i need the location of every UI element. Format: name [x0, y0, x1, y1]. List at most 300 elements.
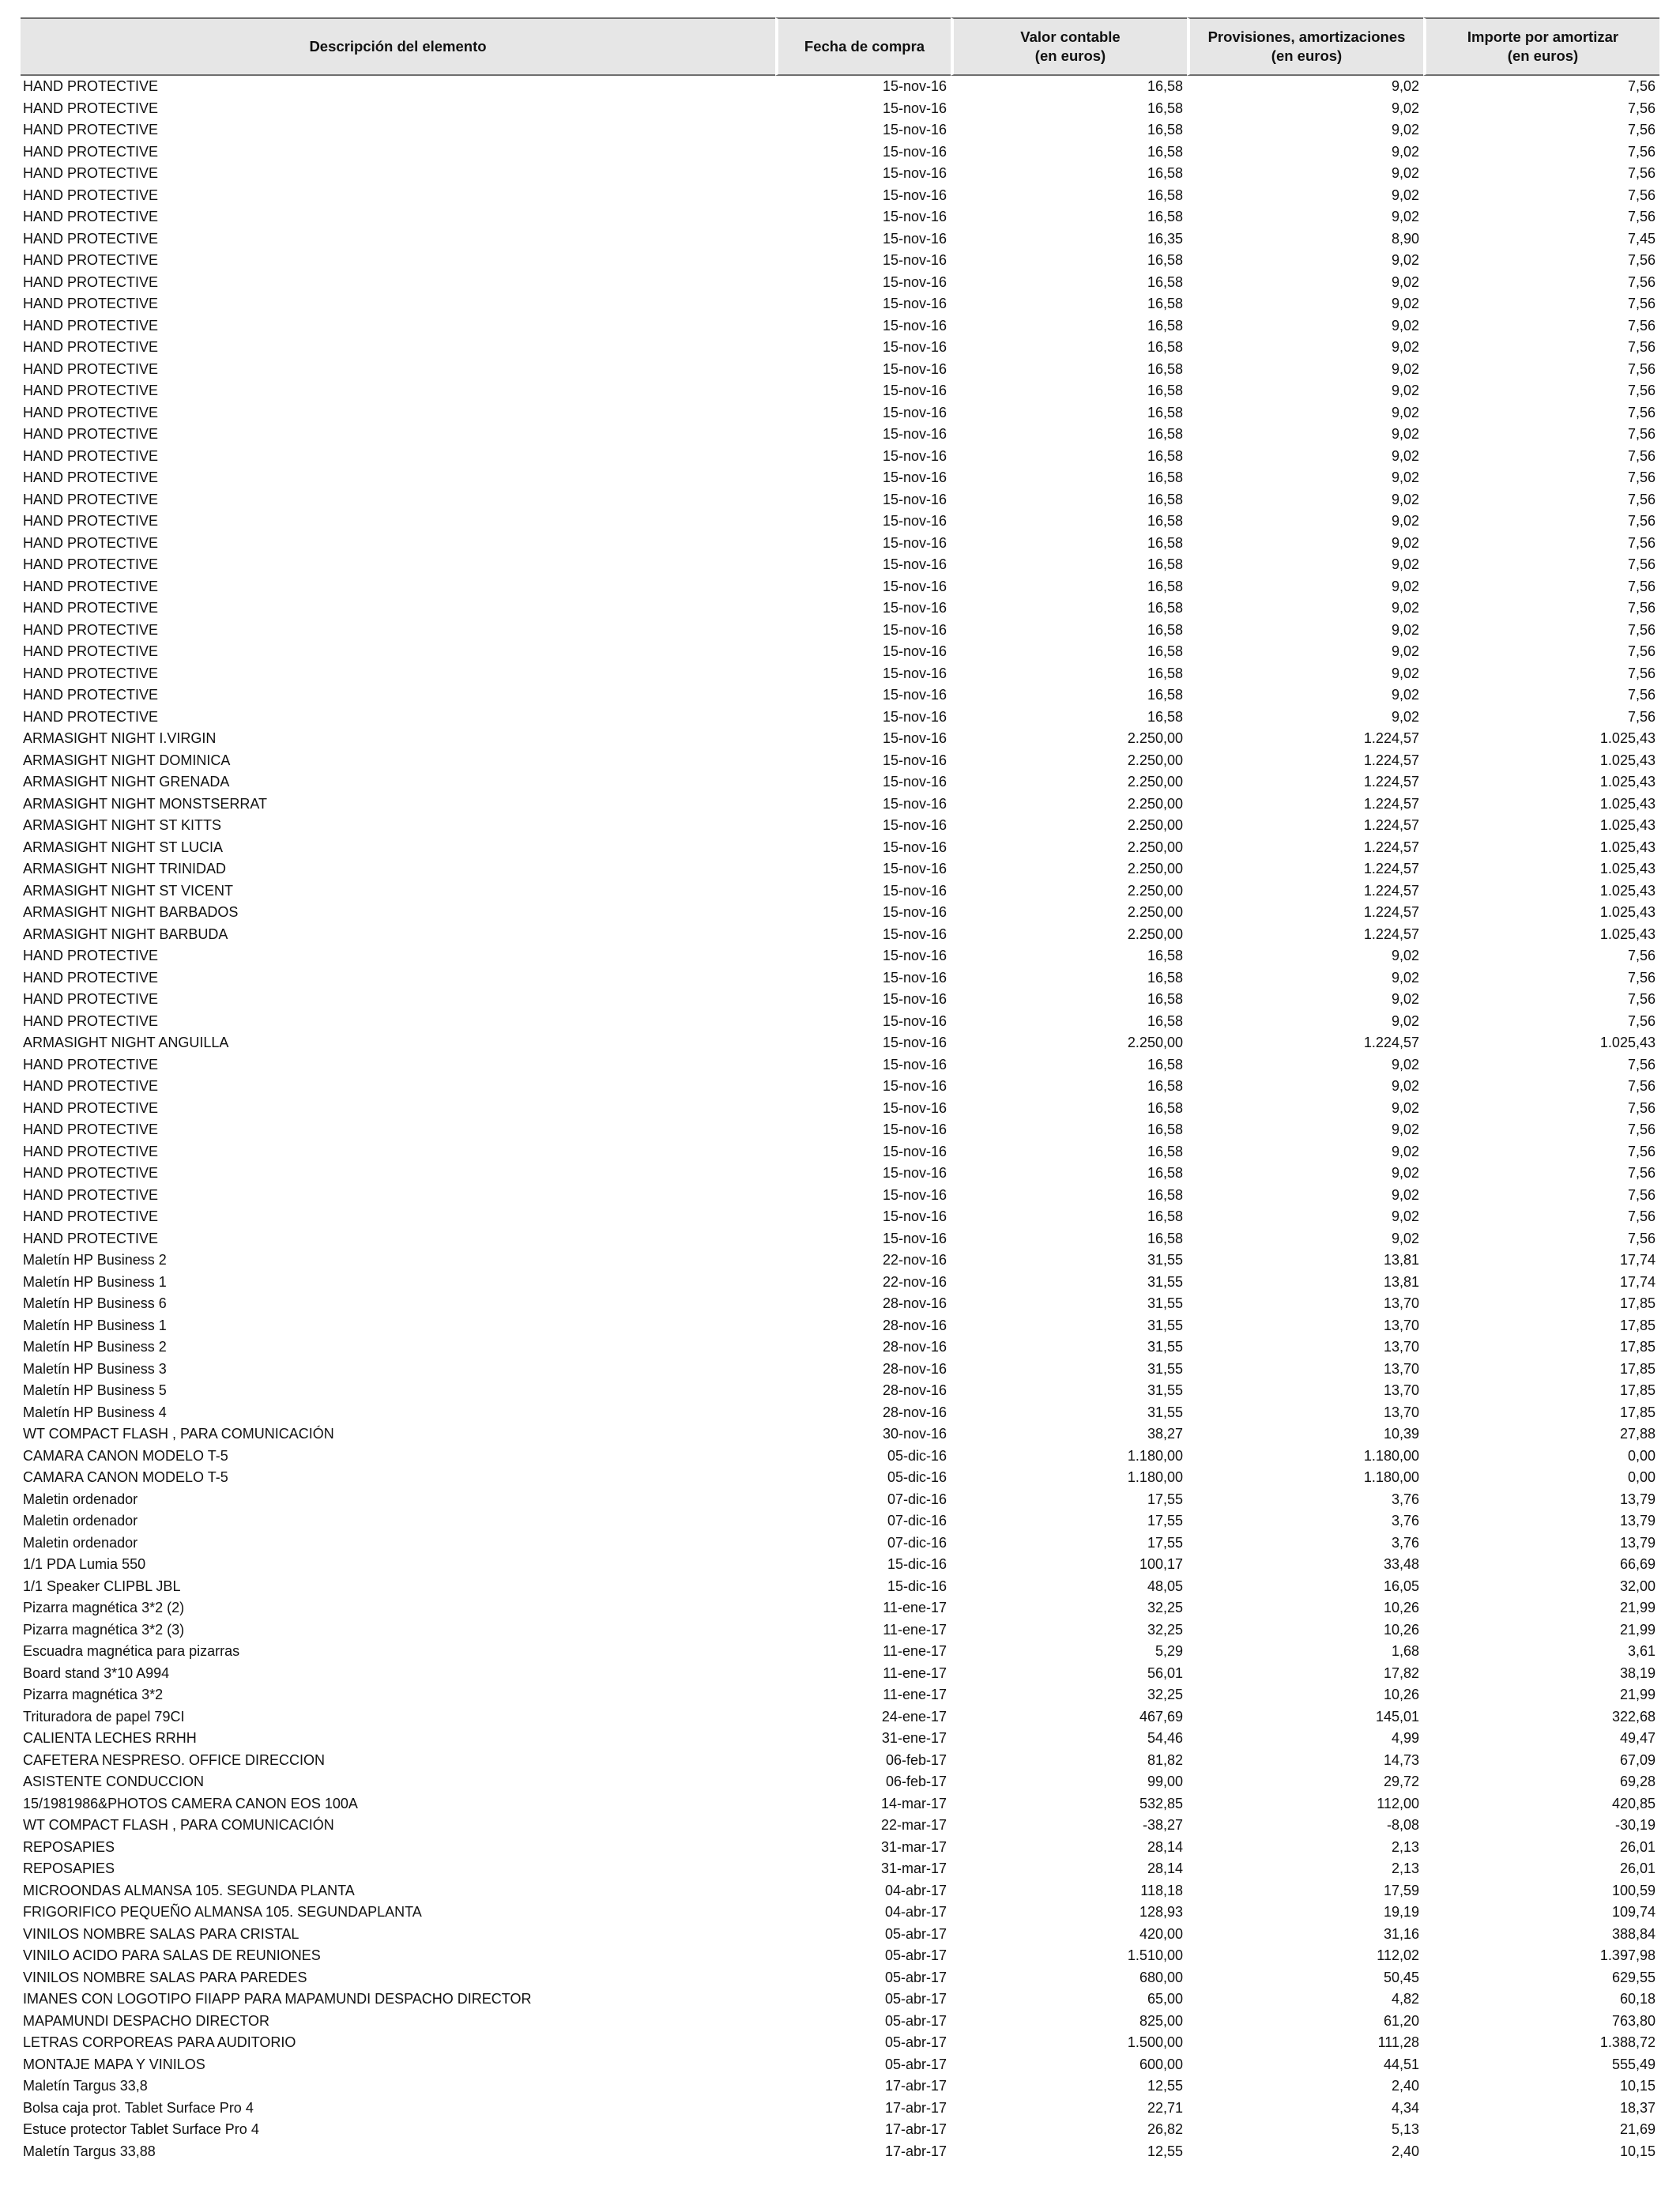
- table-row: [21, 858, 1659, 880]
- cell-book-value: 31,55: [1147, 1273, 1183, 1290]
- cell-description: HAND PROTECTIVE: [23, 578, 159, 594]
- cell-pending-amount: 7,56: [1627, 991, 1656, 1007]
- table-row: [21, 1206, 1659, 1228]
- table-row: [21, 533, 1659, 555]
- header-value-unit: (en euros): [1034, 47, 1106, 64]
- table-body: [21, 76, 1659, 2162]
- cell-provisions: 10,26: [1383, 1621, 1419, 1638]
- cell-provisions: 9,02: [1391, 991, 1419, 1007]
- table-row: [21, 1510, 1659, 1532]
- cell-pending-amount: 32,00: [1619, 1578, 1656, 1594]
- cell-purchase-date: 07-dic-16: [887, 1513, 947, 1529]
- table-row: [21, 1684, 1659, 1706]
- cell-book-value: 32,25: [1147, 1600, 1183, 1615]
- cell-purchase-date: 15-nov-16: [882, 708, 947, 725]
- cell-provisions: 4,99: [1391, 1730, 1419, 1746]
- table-row: [21, 924, 1659, 946]
- cell-provisions: 9,02: [1391, 1056, 1419, 1072]
- cell-book-value: 16,58: [1147, 122, 1183, 138]
- table-row: [21, 1011, 1659, 1033]
- cell-book-value: 1.500,00: [1127, 2034, 1183, 2050]
- table-row: [21, 1880, 1659, 1902]
- table-row: [21, 206, 1659, 228]
- cell-purchase-date: 15-nov-16: [882, 360, 947, 377]
- cell-book-value: 22,71: [1147, 2099, 1183, 2116]
- cell-book-value: 467,69: [1139, 1708, 1183, 1725]
- cell-purchase-date: 22-nov-16: [882, 1252, 947, 1268]
- cell-purchase-date: 15-nov-16: [882, 1012, 947, 1029]
- cell-purchase-date: 15-nov-16: [882, 643, 947, 659]
- table-row: [21, 2075, 1659, 2098]
- cell-pending-amount: 10,15: [1619, 2143, 1656, 2159]
- cell-provisions: 13,70: [1383, 1339, 1419, 1355]
- cell-purchase-date: 15-nov-16: [882, 621, 947, 638]
- cell-book-value: 16,58: [1147, 317, 1183, 334]
- table-row: [21, 1185, 1659, 1207]
- cell-book-value: 16,58: [1147, 578, 1183, 594]
- table-row: [21, 945, 1659, 967]
- cell-description: HAND PROTECTIVE: [23, 78, 159, 94]
- header-row: [21, 17, 1659, 76]
- cell-description: ARMASIGHT NIGHT ST LUCIA: [23, 839, 224, 855]
- cell-purchase-date: 11-ene-17: [883, 1643, 947, 1659]
- cell-provisions: 8,90: [1391, 230, 1419, 247]
- cell-provisions: 1,68: [1391, 1643, 1419, 1659]
- cell-book-value: 2.250,00: [1127, 925, 1183, 942]
- cell-book-value: 680,00: [1139, 1969, 1183, 1985]
- cell-description: REPOSAPIES: [23, 1838, 115, 1855]
- cell-provisions: 9,02: [1391, 1208, 1419, 1224]
- header-provisions-label: Provisiones, amortizaciones: [1207, 28, 1406, 45]
- table-row: [21, 1423, 1659, 1446]
- cell-provisions: 9,02: [1391, 556, 1419, 572]
- cell-book-value: 2.250,00: [1127, 817, 1183, 833]
- cell-purchase-date: 15-nov-16: [882, 469, 947, 485]
- asset-table: [21, 17, 1659, 2162]
- cell-book-value: 16,58: [1147, 621, 1183, 638]
- table-row: [21, 2098, 1659, 2120]
- cell-book-value: 56,01: [1147, 1664, 1183, 1681]
- cell-purchase-date: 15-nov-16: [882, 1035, 947, 1050]
- table-row: [21, 1793, 1659, 1815]
- cell-description: Maletin ordenador: [23, 1491, 138, 1507]
- cell-purchase-date: 15-nov-16: [882, 513, 947, 529]
- cell-book-value: 38,27: [1147, 1426, 1183, 1442]
- cell-purchase-date: 15-nov-16: [882, 904, 947, 920]
- cell-description: FRIGORIFICO PEQUEÑO ALMANSA 105. SEGUNDAPLANTA: [23, 1904, 422, 1920]
- cell-description: REPOSAPIES: [23, 1860, 115, 1876]
- cell-book-value: 65,00: [1147, 1991, 1183, 2007]
- cell-provisions: 9,02: [1391, 621, 1419, 638]
- cell-provisions: 50,45: [1383, 1969, 1419, 1985]
- cell-description: Maletín Targus 33,88: [23, 2143, 156, 2159]
- cell-provisions: 2,13: [1391, 1838, 1419, 1855]
- cell-purchase-date: 15-nov-16: [882, 209, 947, 224]
- cell-description: CAMARA CANON MODELO T-5: [23, 1447, 228, 1464]
- table-row: [21, 902, 1659, 924]
- cell-book-value: 16,58: [1147, 1122, 1183, 1137]
- cell-book-value: 16,58: [1147, 165, 1183, 181]
- cell-purchase-date: 05-abr-17: [884, 1969, 947, 1985]
- cell-book-value: 31,55: [1147, 1382, 1183, 1398]
- cell-description: HAND PROTECTIVE: [23, 1078, 159, 1094]
- table-row: [21, 2032, 1659, 2054]
- table-row: [21, 1054, 1659, 1076]
- table-row: [21, 1858, 1659, 1880]
- cell-description: HAND PROTECTIVE: [23, 948, 159, 963]
- cell-purchase-date: 28-nov-16: [882, 1295, 947, 1311]
- table-row: [21, 1032, 1659, 1054]
- cell-purchase-date: 15-nov-16: [882, 165, 947, 181]
- cell-book-value: 16,58: [1147, 708, 1183, 725]
- cell-pending-amount: 10,15: [1619, 2078, 1656, 2094]
- cell-purchase-date: 15-nov-16: [882, 839, 947, 855]
- cell-pending-amount: 17,85: [1619, 1360, 1656, 1377]
- table-row: [21, 1728, 1659, 1750]
- cell-description: HAND PROTECTIVE: [23, 491, 159, 507]
- cell-book-value: 31,55: [1147, 1317, 1183, 1333]
- cell-description: HAND PROTECTIVE: [23, 230, 159, 247]
- cell-description: ARMASIGHT NIGHT MONSTSERRAT: [23, 795, 268, 812]
- cell-pending-amount: 7,56: [1627, 556, 1656, 572]
- cell-book-value: 31,55: [1147, 1295, 1183, 1311]
- cell-pending-amount: 7,56: [1627, 621, 1656, 638]
- cell-book-value: 17,55: [1147, 1534, 1183, 1551]
- header-pending: [1423, 17, 1659, 76]
- cell-purchase-date: 04-abr-17: [884, 1904, 947, 1920]
- header-provisions: [1187, 17, 1423, 76]
- cell-book-value: 2.250,00: [1127, 752, 1183, 768]
- cell-provisions: 9,02: [1391, 1122, 1419, 1137]
- cell-purchase-date: 28-nov-16: [882, 1317, 947, 1333]
- cell-book-value: 99,00: [1147, 1774, 1183, 1789]
- cell-description: ARMASIGHT NIGHT ANGUILLA: [23, 1035, 229, 1050]
- cell-book-value: 16,58: [1147, 360, 1183, 377]
- table-row: [21, 1706, 1659, 1728]
- cell-book-value: 16,58: [1147, 1078, 1183, 1094]
- table-row: [21, 1446, 1659, 1468]
- cell-provisions: 1.224,57: [1363, 861, 1419, 876]
- cell-pending-amount: 7,56: [1627, 491, 1656, 507]
- cell-pending-amount: 1.025,43: [1599, 861, 1656, 876]
- cell-provisions: 3,76: [1391, 1534, 1419, 1551]
- cell-provisions: 61,20: [1383, 2012, 1419, 2029]
- cell-purchase-date: 17-abr-17: [884, 2143, 947, 2159]
- cell-description: HAND PROTECTIVE: [23, 1165, 159, 1181]
- table-row: [21, 1641, 1659, 1663]
- cell-description: HAND PROTECTIVE: [23, 969, 159, 986]
- header-date-label: Fecha de compra: [804, 38, 925, 55]
- cell-book-value: 16,58: [1147, 665, 1183, 681]
- cell-provisions: 1.224,57: [1363, 774, 1419, 790]
- cell-purchase-date: 15-nov-16: [882, 861, 947, 876]
- cell-description: WT COMPACT FLASH , PARA COMUNICACIÓN: [23, 1817, 334, 1833]
- cell-purchase-date: 15-nov-16: [882, 122, 947, 138]
- cell-purchase-date: 15-nov-16: [882, 383, 947, 398]
- cell-description: MONTAJE MAPA Y VINILOS: [23, 2056, 205, 2072]
- cell-pending-amount: 17,85: [1619, 1404, 1656, 1420]
- cell-pending-amount: 7,56: [1627, 426, 1656, 442]
- cell-provisions: 9,02: [1391, 339, 1419, 355]
- cell-provisions: 1.224,57: [1363, 795, 1419, 812]
- cell-purchase-date: 15-nov-16: [882, 774, 947, 790]
- cell-purchase-date: 17-abr-17: [884, 2099, 947, 2116]
- cell-description: ARMASIGHT NIGHT TRINIDAD: [23, 861, 227, 876]
- cell-purchase-date: 15-nov-16: [882, 578, 947, 594]
- cell-provisions: 9,02: [1391, 273, 1419, 290]
- cell-book-value: 420,00: [1139, 1925, 1183, 1942]
- cell-provisions: 9,02: [1391, 165, 1419, 181]
- cell-book-value: 118,18: [1140, 1882, 1183, 1898]
- cell-description: HAND PROTECTIVE: [23, 1230, 159, 1246]
- cell-description: HAND PROTECTIVE: [23, 122, 159, 138]
- cell-provisions: 9,02: [1391, 100, 1419, 116]
- cell-provisions: 111,28: [1377, 2034, 1419, 2050]
- cell-description: HAND PROTECTIVE: [23, 426, 159, 442]
- table-row: [21, 424, 1659, 446]
- table-row: [21, 511, 1659, 533]
- cell-description: HAND PROTECTIVE: [23, 339, 159, 355]
- cell-purchase-date: 05-abr-17: [884, 2034, 947, 2050]
- cell-pending-amount: 49,47: [1619, 1730, 1656, 1746]
- table-row: [21, 98, 1659, 120]
- cell-provisions: 2,13: [1391, 1860, 1419, 1876]
- cell-purchase-date: 15-nov-16: [882, 78, 947, 94]
- cell-pending-amount: 7,56: [1627, 383, 1656, 398]
- cell-purchase-date: 15-nov-16: [882, 252, 947, 268]
- cell-pending-amount: 7,56: [1627, 273, 1656, 290]
- cell-purchase-date: 05-abr-17: [884, 2012, 947, 2029]
- cell-pending-amount: 322,68: [1611, 1708, 1656, 1725]
- cell-provisions: 9,02: [1391, 143, 1419, 160]
- cell-description: VINILOS NOMBRE SALAS PARA PAREDES: [23, 1969, 307, 1985]
- cell-purchase-date: 28-nov-16: [882, 1339, 947, 1355]
- cell-book-value: 16,58: [1147, 1143, 1183, 1159]
- cell-pending-amount: 7,56: [1627, 296, 1656, 311]
- cell-description: Maletín HP Business 5: [23, 1382, 167, 1398]
- cell-purchase-date: 28-nov-16: [882, 1360, 947, 1377]
- cell-pending-amount: 66,69: [1619, 1556, 1656, 1572]
- cell-provisions: 14,73: [1383, 1751, 1419, 1768]
- cell-description: Maletin ordenador: [23, 1513, 138, 1529]
- cell-book-value: 31,55: [1147, 1360, 1183, 1377]
- table-row: [21, 1119, 1659, 1141]
- cell-book-value: 16,58: [1147, 948, 1183, 963]
- cell-book-value: 16,58: [1147, 556, 1183, 572]
- cell-book-value: 31,55: [1147, 1339, 1183, 1355]
- cell-pending-amount: 7,56: [1627, 165, 1656, 181]
- cell-pending-amount: 109,74: [1611, 1904, 1656, 1920]
- table-row: [21, 359, 1659, 381]
- cell-purchase-date: 15-nov-16: [882, 230, 947, 247]
- table-row: [21, 467, 1659, 489]
- cell-pending-amount: 17,74: [1619, 1273, 1656, 1290]
- cell-pending-amount: 1.025,43: [1599, 817, 1656, 833]
- cell-description: HAND PROTECTIVE: [23, 1056, 159, 1072]
- cell-description: HAND PROTECTIVE: [23, 621, 159, 638]
- cell-pending-amount: 7,56: [1627, 1099, 1656, 1116]
- cell-book-value: 48,05: [1147, 1578, 1183, 1594]
- cell-provisions: 9,02: [1391, 600, 1419, 616]
- cell-book-value: 16,58: [1147, 1186, 1183, 1203]
- cell-book-value: 16,58: [1147, 404, 1183, 420]
- cell-pending-amount: 7,56: [1627, 252, 1656, 268]
- cell-book-value: 2.250,00: [1127, 882, 1183, 899]
- cell-pending-amount: 629,55: [1611, 1969, 1656, 1985]
- cell-description: HAND PROTECTIVE: [23, 360, 159, 377]
- cell-purchase-date: 05-dic-16: [887, 1447, 947, 1464]
- cell-pending-amount: 13,79: [1619, 1534, 1656, 1551]
- table-row: [21, 1228, 1659, 1250]
- cell-description: ARMASIGHT NIGHT BARBUDA: [23, 925, 228, 942]
- cell-book-value: 31,55: [1147, 1404, 1183, 1420]
- table-row: [21, 1597, 1659, 1619]
- cell-pending-amount: 18,37: [1619, 2099, 1656, 2116]
- cell-description: Trituradora de papel 79CI: [23, 1708, 185, 1725]
- cell-pending-amount: 21,99: [1619, 1621, 1656, 1638]
- cell-description: Maletín HP Business 2: [23, 1252, 167, 1268]
- cell-description: Maletín HP Business 1: [23, 1317, 167, 1333]
- cell-book-value: 16,58: [1147, 491, 1183, 507]
- cell-pending-amount: 17,85: [1619, 1382, 1656, 1398]
- cell-book-value: 1.510,00: [1127, 1947, 1183, 1963]
- table-row: [21, 837, 1659, 859]
- cell-provisions: 112,02: [1377, 1947, 1419, 1963]
- cell-book-value: 17,55: [1147, 1491, 1183, 1507]
- cell-description: VINILOS NOMBRE SALAS PARA CRISTAL: [23, 1925, 299, 1942]
- table-row: [21, 794, 1659, 816]
- cell-pending-amount: 7,56: [1627, 1143, 1656, 1159]
- table-row: [21, 1141, 1659, 1163]
- table-row: [21, 989, 1659, 1011]
- cell-pending-amount: 1.025,43: [1599, 925, 1656, 942]
- cell-book-value: 32,25: [1147, 1621, 1183, 1638]
- cell-provisions: 9,02: [1391, 122, 1419, 138]
- table-row: [21, 1771, 1659, 1793]
- cell-purchase-date: 15-nov-16: [882, 687, 947, 703]
- cell-provisions: 9,02: [1391, 578, 1419, 594]
- cell-book-value: 128,93: [1139, 1904, 1183, 1920]
- cell-book-value: 2.250,00: [1127, 795, 1183, 812]
- cell-book-value: 2.250,00: [1127, 904, 1183, 920]
- table-row: [21, 1532, 1659, 1555]
- cell-purchase-date: 11-ene-17: [883, 1600, 947, 1615]
- cell-pending-amount: 7,56: [1627, 665, 1656, 681]
- table-row: [21, 402, 1659, 424]
- cell-pending-amount: 7,56: [1627, 1165, 1656, 1181]
- cell-description: HAND PROTECTIVE: [23, 383, 159, 398]
- cell-purchase-date: 05-abr-17: [884, 1947, 947, 1963]
- cell-description: ARMASIGHT NIGHT I.VIRGIN: [23, 730, 217, 746]
- cell-purchase-date: 15-nov-16: [882, 1122, 947, 1137]
- table-row: [21, 315, 1659, 337]
- cell-book-value: 16,58: [1147, 1099, 1183, 1116]
- table-row: [21, 1750, 1659, 1772]
- cell-purchase-date: 15-nov-16: [882, 969, 947, 986]
- cell-description: HAND PROTECTIVE: [23, 1186, 159, 1203]
- cell-description: Maletín Targus 33,8: [23, 2078, 148, 2094]
- table-row: [21, 228, 1659, 251]
- cell-purchase-date: 15-nov-16: [882, 817, 947, 833]
- table-row: [21, 2054, 1659, 2076]
- cell-book-value: 16,58: [1147, 273, 1183, 290]
- cell-book-value: 2.250,00: [1127, 839, 1183, 855]
- cell-description: HAND PROTECTIVE: [23, 556, 159, 572]
- cell-description: MICROONDAS ALMANSA 105. SEGUNDA PLANTA: [23, 1882, 355, 1898]
- cell-book-value: 16,58: [1147, 534, 1183, 551]
- cell-description: ASISTENTE CONDUCCION: [23, 1774, 205, 1789]
- cell-provisions: 13,70: [1383, 1317, 1419, 1333]
- cell-purchase-date: 15-nov-16: [882, 730, 947, 746]
- cell-purchase-date: 05-dic-16: [887, 1469, 947, 1485]
- cell-provisions: 9,02: [1391, 1165, 1419, 1181]
- cell-pending-amount: -30,19: [1614, 1817, 1656, 1833]
- cell-purchase-date: 31-mar-17: [880, 1838, 947, 1855]
- cell-provisions: 13,81: [1383, 1252, 1419, 1268]
- cell-provisions: 9,02: [1391, 360, 1419, 377]
- cell-book-value: 16,58: [1147, 1165, 1183, 1181]
- table-row: [21, 1619, 1659, 1642]
- table-row: [21, 641, 1659, 663]
- cell-purchase-date: 15-nov-16: [882, 187, 947, 203]
- cell-description: HAND PROTECTIVE: [23, 209, 159, 224]
- table-row: [21, 1076, 1659, 1098]
- cell-purchase-date: 11-ene-17: [883, 1664, 947, 1681]
- cell-description: HAND PROTECTIVE: [23, 187, 159, 203]
- cell-purchase-date: 28-nov-16: [882, 1382, 947, 1398]
- cell-provisions: 9,02: [1391, 534, 1419, 551]
- cell-description: HAND PROTECTIVE: [23, 317, 159, 334]
- cell-provisions: 9,02: [1391, 296, 1419, 311]
- cell-purchase-date: 15-nov-16: [882, 948, 947, 963]
- cell-pending-amount: 555,49: [1611, 2056, 1656, 2072]
- cell-description: CALIENTA LECHES RRHH: [23, 1730, 197, 1746]
- cell-purchase-date: 15-nov-16: [882, 1099, 947, 1116]
- cell-pending-amount: 7,56: [1627, 122, 1656, 138]
- cell-provisions: 9,02: [1391, 948, 1419, 963]
- cell-description: 15/1981986&PHOTOS CAMERA CANON EOS 100A: [23, 1795, 358, 1811]
- cell-provisions: 10,39: [1383, 1426, 1419, 1442]
- cell-book-value: 532,85: [1139, 1795, 1183, 1811]
- cell-provisions: -8,08: [1386, 1817, 1419, 1833]
- cell-purchase-date: 15-nov-16: [882, 1208, 947, 1224]
- table-row: [21, 1293, 1659, 1315]
- cell-pending-amount: 13,79: [1619, 1491, 1656, 1507]
- cell-provisions: 9,02: [1391, 687, 1419, 703]
- cell-purchase-date: 15-nov-16: [882, 534, 947, 551]
- cell-provisions: 9,02: [1391, 1078, 1419, 1094]
- cell-pending-amount: 27,88: [1619, 1426, 1656, 1442]
- cell-description: ARMASIGHT NIGHT ST VICENT: [23, 882, 234, 899]
- cell-book-value: 1.180,00: [1127, 1469, 1183, 1485]
- table-row: [21, 1163, 1659, 1185]
- cell-book-value: 5,29: [1155, 1643, 1183, 1659]
- table-row: [21, 1467, 1659, 1489]
- table-row: [21, 771, 1659, 794]
- cell-pending-amount: 1.388,72: [1599, 2034, 1656, 2050]
- cell-pending-amount: 7,56: [1627, 1230, 1656, 1246]
- cell-description: Pizarra magnética 3*2 (2): [23, 1600, 185, 1615]
- table-row: [21, 1902, 1659, 1924]
- header-description-label: Descripción del elemento: [309, 38, 487, 55]
- cell-book-value: -38,27: [1142, 1817, 1183, 1833]
- cell-pending-amount: 3,61: [1627, 1643, 1656, 1659]
- cell-pending-amount: 1.025,43: [1599, 752, 1656, 768]
- cell-description: Maletin ordenador: [23, 1534, 138, 1551]
- cell-book-value: 2.250,00: [1127, 1035, 1183, 1050]
- cell-provisions: 1.224,57: [1363, 882, 1419, 899]
- cell-provisions: 3,76: [1391, 1491, 1419, 1507]
